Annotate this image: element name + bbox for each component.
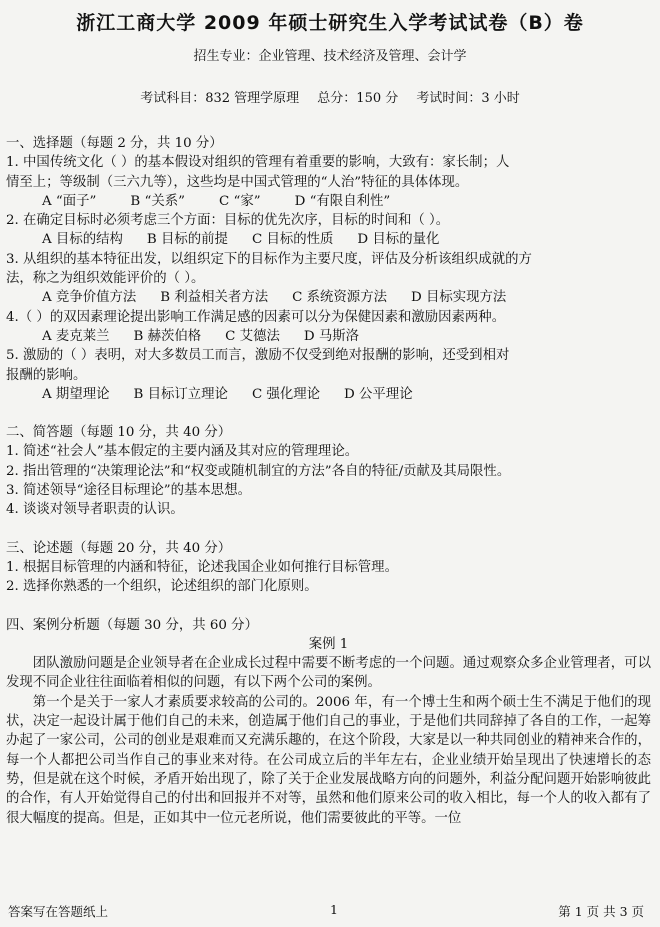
case-paragraph: 团队激励问题是企业领导者在企业成长过程中需要不断考虑的一个问题。通过观察众多企业管理者，可以发现不同企业往往面临着相似的问题，有以下两个公司的案例。 [6, 656, 651, 691]
section2-heading: 二、简答题（每题 10 分，共 40 分） [6, 425, 232, 441]
footer-page-number: 1 [330, 902, 338, 917]
option: D 目标实现方法 [410, 290, 507, 306]
q4-options [6, 327, 651, 346]
option: B 利益相关者方法 [160, 290, 269, 306]
case-title: 案例 1 [308, 636, 349, 652]
exam-info-line [0, 87, 660, 106]
q3-options [6, 288, 651, 307]
option: B “关系” [130, 193, 185, 209]
option: D 公平理论 [344, 386, 413, 402]
exam-score: 总分：150 分 [317, 91, 399, 106]
q4-line1: 4.（ ）的双因素理论提出影响工作满足感的因素可以分为保健因素和激励因素两种。 [6, 309, 506, 325]
option: A 麦克莱兰 [42, 328, 110, 344]
option: D 目标的量化 [357, 232, 440, 248]
option: A 期望理论 [42, 386, 110, 402]
q3-line2: 法，称之为组织效能评价的（ ）。 [6, 271, 205, 287]
option: D “有限自利性” [294, 193, 391, 209]
q1-options [6, 192, 651, 211]
exam-content [6, 134, 651, 828]
exam-title: 浙江工商大学 2009 年硕士研究生入学考试试卷（B）卷 [76, 12, 584, 34]
case-paragraph: 第一个是关于一家人才素质要求较高的公司的。2006 年，有一个博士生和两个硕士生不满足于他们的现状，决定一起设计属于他们自己的未来，创造属于他们自己的事业，于是他们共同辞掉了各自的工作，一起筹办起了一家公司，公司的创业是艰难而又充满乐趣的，在这个阶段，大家是以一种共同创业的精神来合作的，每一个人都把公司当作自己的事业来对待。在公司成立后的半年左右，企业业绩开始呈现出了快速增长的态势，但是就在这个时候，矛盾开始出现了，除了关于企业发展战略方向的问题外，利益分配问题开始影响彼此的合作，有人开始觉得自己的付出和回报并不对等，虽然和他们原来公司的收入相比，每一个人的收入都有了很大幅度的提高。但是，正如其中一位元老所说，他们需要彼此的平等。一位 [6, 694, 651, 826]
footer-page-of: 第 1 页 共 3 页 [558, 904, 644, 919]
option: C “家” [218, 193, 261, 209]
option: B 目标订立理论 [133, 386, 228, 402]
q5-line1: 5. 激励的（ ）表明，对大多数员工而言，激励不仅受到绝对报酬的影响，还受到相对 [6, 348, 510, 364]
exam-time: 考试时间：3 小时 [416, 91, 520, 106]
section1-heading: 一、选择题（每题 2 分，共 10 分） [6, 136, 223, 151]
section3-heading: 三、论述题（每题 20 分，共 40 分） [6, 540, 232, 556]
option: B 赫茨伯格 [133, 328, 202, 344]
option: A 竞争价值方法 [42, 290, 137, 306]
option: C 艾德法 [225, 328, 280, 344]
section4-heading: 四、案例分析题（每题 30 分，共 60 分） [6, 617, 258, 633]
s2-item: 1. 简述“社会人”基本假定的主要内涵及其对应的管理理论。 [6, 444, 359, 460]
q1-line1: 1. 中国传统文化（ ）的基本假设对组织的管理有着重要的影响，大致有：家长制；人 [6, 155, 510, 171]
s2-item: 4. 谈谈对领导者职责的认识。 [6, 502, 184, 518]
s3-item: 1. 根据目标管理的内涵和特征，论述我国企业如何推行目标管理。 [6, 559, 398, 575]
option: A 目标的结构 [42, 232, 123, 248]
s2-item: 2. 指出管理的“决策理论法”和“权变或随机制宜的方法”各自的特征/贡献及其局限性。 [6, 463, 511, 479]
q3-line1: 3. 从组织的基本特征出发，以组织定下的目标作为主要尺度，评估及分析该组织成就的方 [6, 251, 532, 267]
q5-line2: 报酬的影响。 [6, 367, 87, 383]
q2-options [6, 230, 651, 249]
option: B 目标的前提 [146, 232, 228, 248]
exam-subject: 考试科目：832 管理学原理 [140, 91, 300, 106]
q2-line1: 2. 在确定目标时必须考虑三个方面：目标的优先次序，目标的时间和（ ）。 [6, 213, 450, 229]
option: D 马斯洛 [303, 328, 360, 344]
option: A “面子” [42, 193, 97, 209]
s3-item: 2. 选择你熟悉的一个组织，论述组织的部门化原则。 [6, 579, 318, 595]
q1-line2: 情至上；等级制（三六九等），这些均是中国式管理的“人治”特征的具体体现。 [6, 174, 469, 190]
majors-line: 招生专业：企业管理、技术经济及管理、会计学 [193, 49, 467, 64]
s2-item: 3. 简述领导“途径目标理论”的基本思想。 [6, 483, 251, 499]
option: C 系统资源方法 [292, 290, 387, 306]
option: C 目标的性质 [251, 232, 334, 248]
option: C 强化理论 [251, 386, 321, 402]
footer-note: 答案写在答题纸上 [8, 904, 109, 919]
q5-options [6, 385, 651, 404]
